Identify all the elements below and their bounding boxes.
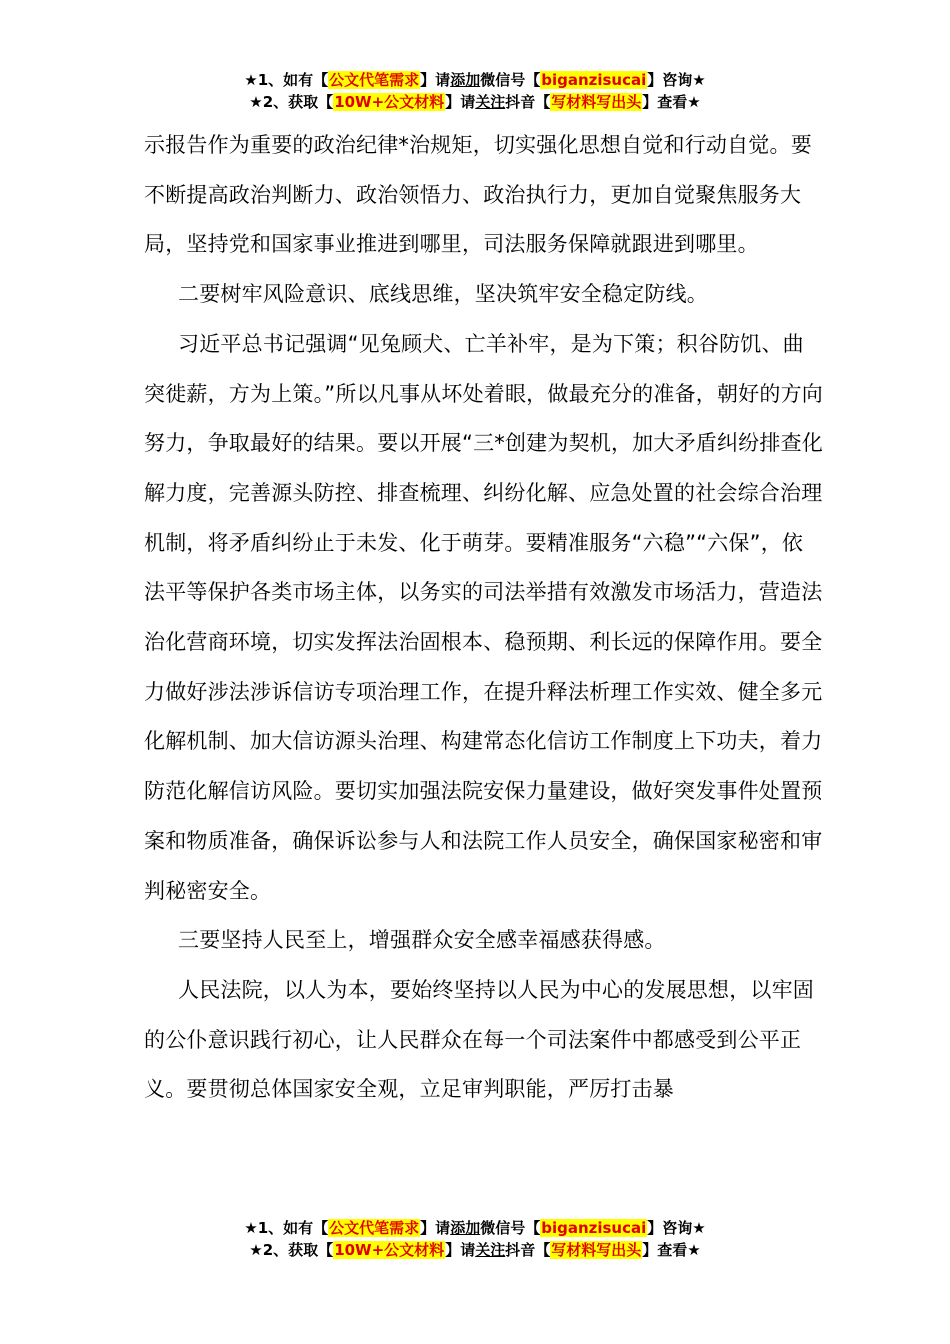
section-heading: 二要树牢风险意识、底线思维，坚决筑牢安全稳定防线。 xyxy=(178,282,708,307)
paragraph: 示报告作为重要的政治纪律*治规矩，切实强化思想自觉和行动自觉。要不断提高政治判断力、政治领悟力、政治执行力，更加自觉聚焦服务大局，坚持党和国家事业推进到哪里，司法服务保障就跟进到哪里。 xyxy=(144,133,812,257)
promo-highlight: 公文代笔需求 xyxy=(329,71,420,89)
promo-banner-bottom xyxy=(0,1217,950,1261)
document-body xyxy=(144,121,824,1115)
promo-line-1: ★1、如有【公文代笔需求】请添加微信号【biganzisucai】咨询★ xyxy=(244,71,706,89)
paragraph: 人民法院，以人为本，要始终坚持以人民为中心的发展思想，以牢固的公仆意识践行初心，让人民群众在每一个司法案件中都感受到公平正义。要贯彻总体国家安全观，立足审判职能，严厉打击暴 xyxy=(144,977,814,1102)
promo-wechat-id: biganzisucai xyxy=(541,71,647,89)
promo-highlight: 公文代笔需求 xyxy=(329,1219,420,1237)
promo-line-1: ★1、如有【公文代笔需求】请添加微信号【biganzisucai】咨询★ xyxy=(244,1219,706,1237)
promo-line-2: ★2、获取【10W+公文材料】请关注抖音【写材料写出头】查看★ xyxy=(249,93,701,111)
promo-wechat-id: biganzisucai xyxy=(541,1219,647,1237)
promo-banner-top xyxy=(0,69,950,113)
paragraph: 习近平总书记强调“见兔顾犬、亡羊补牢，是为下策；积谷防饥、曲突徙薪，方为上策。”所以凡事从坏处着眼，做最充分的准备，朝好的方向努力，争取最好的结果。要以开展“三*创建为契机，加大矛盾纠纷排查化解力度，完善源头防控、排查梳理、纠纷化解、应急处置的社会综合治理机制，将矛盾纠纷止于未发、化于萌芽。要精准服务“六稳”“六保”，依法平等保护各类市场主体，以务实的司法举措有效激发市场活力，营造法治化营商环境，切实发挥法治固根本、稳预期、利长远的保障作用。要全力做好涉法涉诉信访专项治理工作，在提升释法析理工作实效、健全多元化解机制、加大信访源头治理、构建常态化信访工作制度上下功夫，着力防范化解信访风险。要切实加强法院安保力量建设，做好突发事件处置预案和物质准备，确保诉讼参与人和法院工作人员安全，确保国家秘密和审判秘密安全。 xyxy=(144,331,823,903)
promo-highlight: 10W+公文材料 xyxy=(334,93,445,111)
promo-douyin-id: 写材料写出头 xyxy=(551,93,642,111)
promo-line-2: ★2、获取【10W+公文材料】请关注抖音【写材料写出头】查看★ xyxy=(249,1241,701,1259)
promo-highlight: 10W+公文材料 xyxy=(334,1241,445,1259)
section-heading: 三要坚持人民至上，增强群众安全感幸福感获得感。 xyxy=(178,928,666,953)
promo-douyin-id: 写材料写出头 xyxy=(551,1241,642,1259)
